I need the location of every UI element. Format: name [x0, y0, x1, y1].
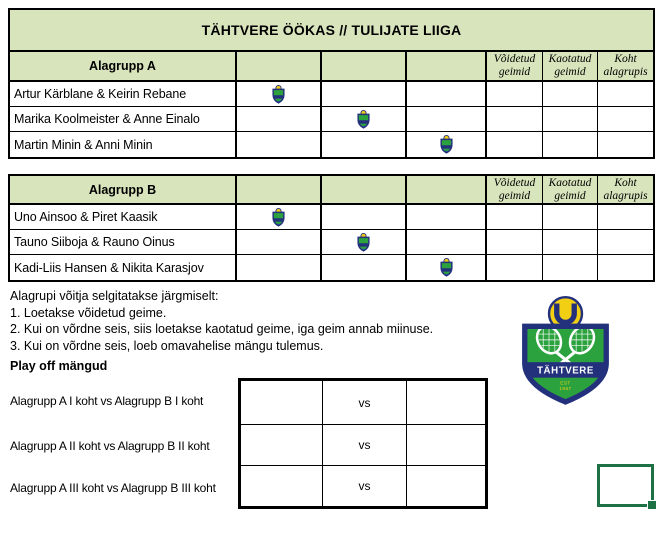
- match-cell[interactable]: [407, 205, 487, 230]
- match-cell[interactable]: [407, 255, 487, 280]
- match-cell[interactable]: [407, 82, 487, 107]
- match-cell[interactable]: [322, 205, 407, 230]
- score-cell[interactable]: [598, 230, 653, 255]
- match-header-cell[interactable]: [407, 52, 487, 82]
- match-header-cell[interactable]: [237, 176, 322, 205]
- match-cell[interactable]: [407, 107, 487, 132]
- match-cell[interactable]: [237, 205, 322, 230]
- header-won-games: Võidetud geimid: [487, 176, 543, 205]
- playoff-heading: Play off mängud: [10, 359, 108, 373]
- match-cell[interactable]: [237, 107, 322, 132]
- playoff-vs-cell: vs: [323, 381, 407, 425]
- playoff-vs-cell: vs: [323, 425, 407, 466]
- score-cell[interactable]: [487, 107, 543, 132]
- score-cell[interactable]: [598, 255, 653, 280]
- score-cell[interactable]: [487, 132, 543, 157]
- score-cell[interactable]: [543, 255, 598, 280]
- group-a-table: [8, 52, 655, 159]
- header-lost-games: Kaotatud geimid: [543, 176, 598, 205]
- match-cell[interactable]: [322, 255, 407, 280]
- match-cell[interactable]: [237, 255, 322, 280]
- playoff-match-label: Alagrupp A III koht vs Alagrupp B III koht: [10, 481, 216, 495]
- rule-1: 1. Loetakse võidetud geime.: [10, 305, 167, 320]
- match-header-cell[interactable]: [237, 52, 322, 82]
- club-badge-icon: [271, 85, 286, 104]
- score-cell[interactable]: [543, 107, 598, 132]
- playoff-match-label: Alagrupp A II koht vs Alagrupp B II koht: [10, 439, 210, 453]
- match-cell[interactable]: [237, 230, 322, 255]
- match-header-cell[interactable]: [322, 52, 407, 82]
- rule-3: 3. Kui on võrdne seis, loeb omavahelise mängu tulemus.: [10, 338, 324, 353]
- rules-text: [10, 288, 433, 354]
- match-cell[interactable]: [237, 82, 322, 107]
- club-badge-icon: [439, 258, 454, 277]
- team-name: Artur Kärblane & Keirin Rebane: [10, 82, 237, 107]
- playoff-team-cell[interactable]: [241, 425, 323, 466]
- logo-est-year: 1967: [559, 385, 572, 391]
- playoff-team-cell[interactable]: [241, 466, 323, 506]
- header-group-place: Koht alagrupis: [598, 52, 653, 82]
- group-b-table: [8, 174, 655, 282]
- match-cell[interactable]: [407, 230, 487, 255]
- header-lost-games: Kaotatud geimid: [543, 52, 598, 82]
- page-title: TÄHTVERE ÖÖKAS // TULIJATE LIIGA: [201, 22, 462, 38]
- logo-est-label: EST: [560, 380, 571, 386]
- rules-intro: Alagrupi võitja selgitatakse järgmiselt:: [10, 289, 219, 303]
- match-header-cell[interactable]: [407, 176, 487, 205]
- team-name: Martin Minin & Anni Minin: [10, 132, 237, 157]
- score-cell[interactable]: [487, 205, 543, 230]
- club-logo: [517, 293, 614, 410]
- group-a-title: Alagrupp A: [10, 52, 237, 82]
- club-badge-icon: [271, 208, 286, 227]
- fill-handle[interactable]: [647, 500, 657, 510]
- match-header-cell[interactable]: [322, 176, 407, 205]
- match-cell[interactable]: [237, 132, 322, 157]
- logo-club-name: TÄHTVERE: [537, 365, 594, 377]
- playoff-table: [238, 378, 488, 509]
- match-cell[interactable]: [407, 132, 487, 157]
- playoff-team-cell[interactable]: [241, 381, 323, 425]
- playoff-vs-cell: vs: [323, 466, 407, 506]
- playoff-team-cell[interactable]: [407, 381, 485, 425]
- team-name: Kadi-Liis Hansen & Nikita Karasjov: [10, 255, 237, 280]
- team-name: Uno Ainsoo & Piret Kaasik: [10, 205, 237, 230]
- selected-cell-outline[interactable]: [597, 464, 654, 507]
- team-name: Tauno Siiboja & Rauno Oinus: [10, 230, 237, 255]
- playoff-match-label: Alagrupp A I koht vs Alagrupp B I koht: [10, 394, 204, 408]
- header-won-games: Võidetud geimid: [487, 52, 543, 82]
- team-name: Marika Koolmeister & Anne Einalo: [10, 107, 237, 132]
- club-badge-icon: [356, 110, 371, 129]
- playoff-team-cell[interactable]: [407, 425, 485, 466]
- score-cell[interactable]: [487, 230, 543, 255]
- score-cell[interactable]: [543, 132, 598, 157]
- score-cell[interactable]: [598, 82, 653, 107]
- club-badge-icon: [439, 135, 454, 154]
- club-badge-icon: [356, 233, 371, 252]
- playoff-team-cell[interactable]: [407, 466, 485, 506]
- score-cell[interactable]: [598, 205, 653, 230]
- score-cell[interactable]: [487, 82, 543, 107]
- score-cell[interactable]: [543, 230, 598, 255]
- match-cell[interactable]: [322, 107, 407, 132]
- score-cell[interactable]: [598, 132, 653, 157]
- rule-2: 2. Kui on võrdne seis, siis loetakse kaotatud geime, iga geim annab miinuse.: [10, 322, 434, 336]
- match-cell[interactable]: [322, 230, 407, 255]
- match-cell[interactable]: [322, 132, 407, 157]
- header-group-place: Koht alagrupis: [598, 176, 653, 205]
- score-cell[interactable]: [487, 255, 543, 280]
- score-cell[interactable]: [598, 107, 653, 132]
- title-banner: [8, 8, 655, 52]
- score-cell[interactable]: [543, 205, 598, 230]
- score-cell[interactable]: [543, 82, 598, 107]
- match-cell[interactable]: [322, 82, 407, 107]
- group-b-title: Alagrupp B: [10, 176, 237, 205]
